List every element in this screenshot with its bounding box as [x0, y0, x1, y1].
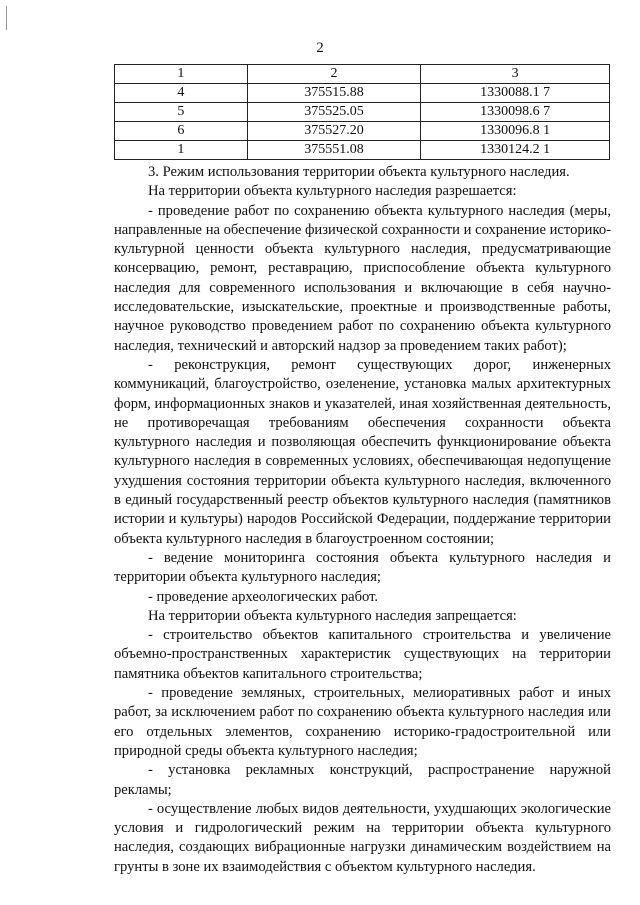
coordinates-table	[114, 64, 610, 160]
allowed-item: - проведение археологических работ.	[148, 588, 379, 605]
allowed-item: - ведение мониторинга состояния объекта культурного наследия и территории объекта культурного наследия;	[114, 549, 611, 586]
table-cell: 1330124.2 1	[421, 141, 610, 160]
allowed-intro: На территории объекта культурного наследия разрешается:	[148, 183, 517, 200]
table-cell: 1330096.8 1	[421, 122, 610, 141]
table-cell: 1330098.6 7	[421, 103, 610, 122]
prohibited-item: - проведение земляных, строительных, мелиоративных работ и иных работ, за исключением работ по сохранению объекта культурного наследия или его отдельных элементов, сохранению историко-градостроительной или природной среды объекта культурного наследия;	[114, 685, 611, 759]
table-header-cell: 2	[247, 65, 421, 84]
table-cell: 5	[115, 103, 248, 122]
section-heading: 3. Режим использования территории объекта культурного наследия.	[148, 164, 570, 180]
body-text	[114, 163, 611, 877]
margin-mark	[6, 6, 7, 30]
table-cell: 6	[115, 122, 248, 141]
allowed-item: - реконструкция, ремонт существующих дорог, инженерных коммуникаций, благоустройство, озеленение, установка малых архитектурных форм, информационных знаков и указателей, иная хозяйственная деятельность, не противоречащая требованиям обеспечения сохранности объекта культурного наследия и позволяющая обеспечить функционирование объекта культурного наследия в современных условиях, обеспечивающая недопущение ухудшения состояния территории объекта культурного наследия, включенного в единый государственный реестр объектов культурного наследия (памятников истории и культуры) народов Российской Федерации, поддержание территории объекта культурного наследия в благоустроенном состоянии;	[114, 356, 611, 547]
table-cell: 375515.88	[247, 84, 421, 103]
table-header-cell: 3	[421, 65, 610, 84]
prohibited-intro: На территории объекта культурного наследия запрещается:	[148, 607, 517, 624]
table-row	[115, 141, 610, 160]
table-cell: 375527.20	[247, 122, 421, 141]
table-row	[115, 122, 610, 141]
table-cell: 375551.08	[247, 141, 421, 160]
table-cell: 4	[115, 84, 248, 103]
prohibited-item: - осуществление любых видов деятельности, ухудшающих экологические условия и гидрологический режим на территории объекта культурного наследия, создающих вибрационные нагрузки динамическим воздействием на грунты в зоне их взаимодействия с объектом культурного наследия.	[114, 800, 611, 875]
table-cell: 375525.05	[247, 103, 421, 122]
prohibited-item: - строительство объектов капитального строительства и увеличение объемно-пространственных характеристик существующих на территории памятника объектов капитального строительства;	[114, 627, 611, 682]
table-header-cell: 1	[115, 65, 248, 84]
table-cell: 1	[115, 141, 248, 160]
prohibited-item: - установка рекламных конструкций, распространение наружной рекламы;	[114, 762, 611, 798]
table-row	[115, 103, 610, 122]
table-header-row	[115, 65, 610, 84]
table-row	[115, 84, 610, 103]
allowed-item: - проведение работ по сохранению объекта культурного наследия (меры, направленные на обеспечение физической сохранности и сохранение историко-культурной ценности объекта культурного наследия, предусматривающие консервацию, ремонт, реставрацию, приспособление объекта культурного наследия для современного использования и включающие в себя научно-исследовательские, изыскательские, проектные и производственные работы, научное руководство проведением работ по сохранению объекта культурного наследия, технический и авторский надзор за проведением таких работ);	[114, 202, 611, 354]
table-cell: 1330088.1 7	[421, 84, 610, 103]
page-number: 2	[316, 40, 324, 56]
